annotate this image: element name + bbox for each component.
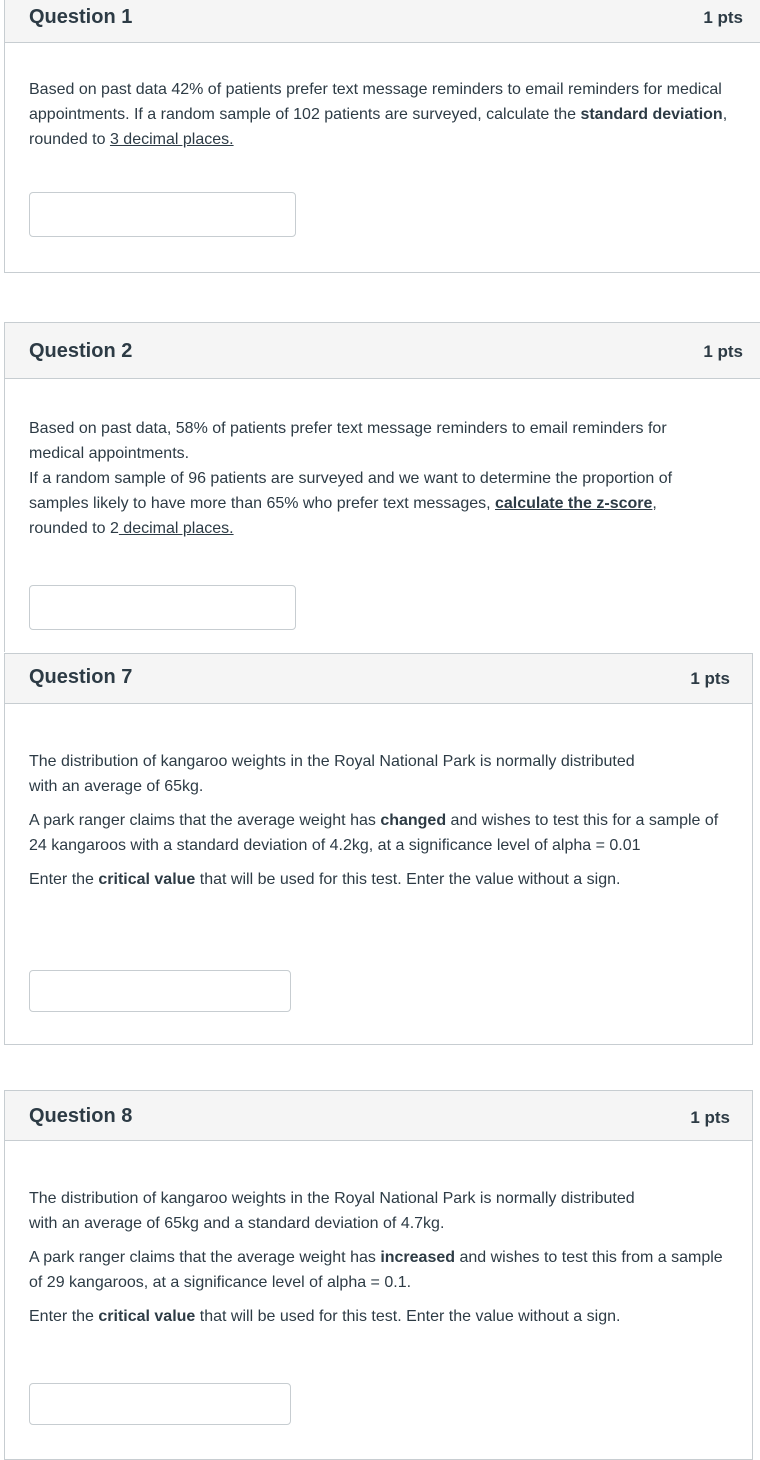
question-2-answer-input[interactable] bbox=[29, 585, 296, 630]
question-7-text: The distribution of kangaroo weights in the Royal National Park is normally distributed with an average of 65kg. A park ranger claims that the average weight has changed and wishes to test this for a sample of 24 kangaroos with a standard deviation of 4.2kg, at a significance level of alpha = 0.01 Enter the critical value that will be used for this test. Enter the value without a sign. bbox=[29, 749, 734, 892]
question-8-text: The distribution of kangaroo weights in the Royal National Park is normally distributed with an average of 65kg and a standard deviation of 4.7kg. A park ranger claims that the average weight has increased and wishes to test this from a sample of 29 kangaroos, at a significance level of alpha = 0.1. Enter the critical value that will be used for this test. Enter the value without a sign. bbox=[29, 1186, 734, 1329]
question-1-emphasis: standard deviation bbox=[580, 106, 723, 123]
question-2-header bbox=[5, 323, 760, 379]
question-8-emphasis: increased bbox=[380, 1249, 456, 1266]
question-1-card bbox=[4, 0, 760, 273]
question-2-emphasis: calculate the z-score bbox=[495, 495, 653, 512]
question-8-points: 1 pts bbox=[690, 1108, 730, 1127]
question-1-answer-input[interactable] bbox=[29, 192, 296, 237]
question-1-points: 1 pts bbox=[703, 8, 743, 27]
question-1-header bbox=[5, 0, 760, 43]
question-2-underlined: decimal places. bbox=[118, 520, 234, 537]
question-7-title: Question 7 bbox=[29, 666, 133, 688]
question-2-paragraph-1: Based on past data, 58% of patients prefer text message reminders to email reminders for medical appointments. bbox=[29, 420, 667, 462]
question-2-points: 1 pts bbox=[703, 342, 743, 361]
question-7-critical-value: critical value bbox=[98, 871, 196, 888]
question-2-card bbox=[4, 322, 760, 652]
question-8-card bbox=[4, 1090, 753, 1460]
question-8-critical-value: critical value bbox=[98, 1308, 196, 1325]
question-8-header bbox=[5, 1091, 752, 1141]
question-7-paragraph-1: The distribution of kangaroo weights in the Royal National Park is normally distributed with an average of 65kg. bbox=[29, 753, 635, 795]
question-7-emphasis: changed bbox=[380, 812, 447, 829]
question-8-title: Question 8 bbox=[29, 1105, 133, 1127]
question-7-card bbox=[4, 653, 753, 1045]
question-2-title: Question 2 bbox=[29, 340, 133, 362]
question-7-points: 1 pts bbox=[690, 669, 730, 688]
question-1-title: Question 1 bbox=[29, 6, 133, 28]
question-8-paragraph-1: The distribution of kangaroo weights in the Royal National Park is normally distributed with an average of 65kg and a standard deviation of 4.7kg. bbox=[29, 1190, 635, 1232]
question-7-header bbox=[5, 654, 752, 704]
question-1-text: Based on past data 42% of patients prefer text message reminders to email reminders for medical appointments. If a random sample of 102 patients are surveyed, calculate the standard deviation, rounded to 3 decimal places. bbox=[29, 81, 728, 148]
question-7-answer-input[interactable] bbox=[29, 970, 291, 1012]
question-8-answer-input[interactable] bbox=[29, 1383, 291, 1425]
question-1-underlined: 3 decimal places. bbox=[109, 131, 234, 148]
question-2-text: Based on past data, 58% of patients prefer text message reminders to email reminders for medical appointments. If a random sample of 96 patients are surveyed and we want to determine the proportion of samples likely to have more than 65% who prefer text messages, calculate the z-score, rounded to 2 decimal places. bbox=[29, 416, 693, 541]
